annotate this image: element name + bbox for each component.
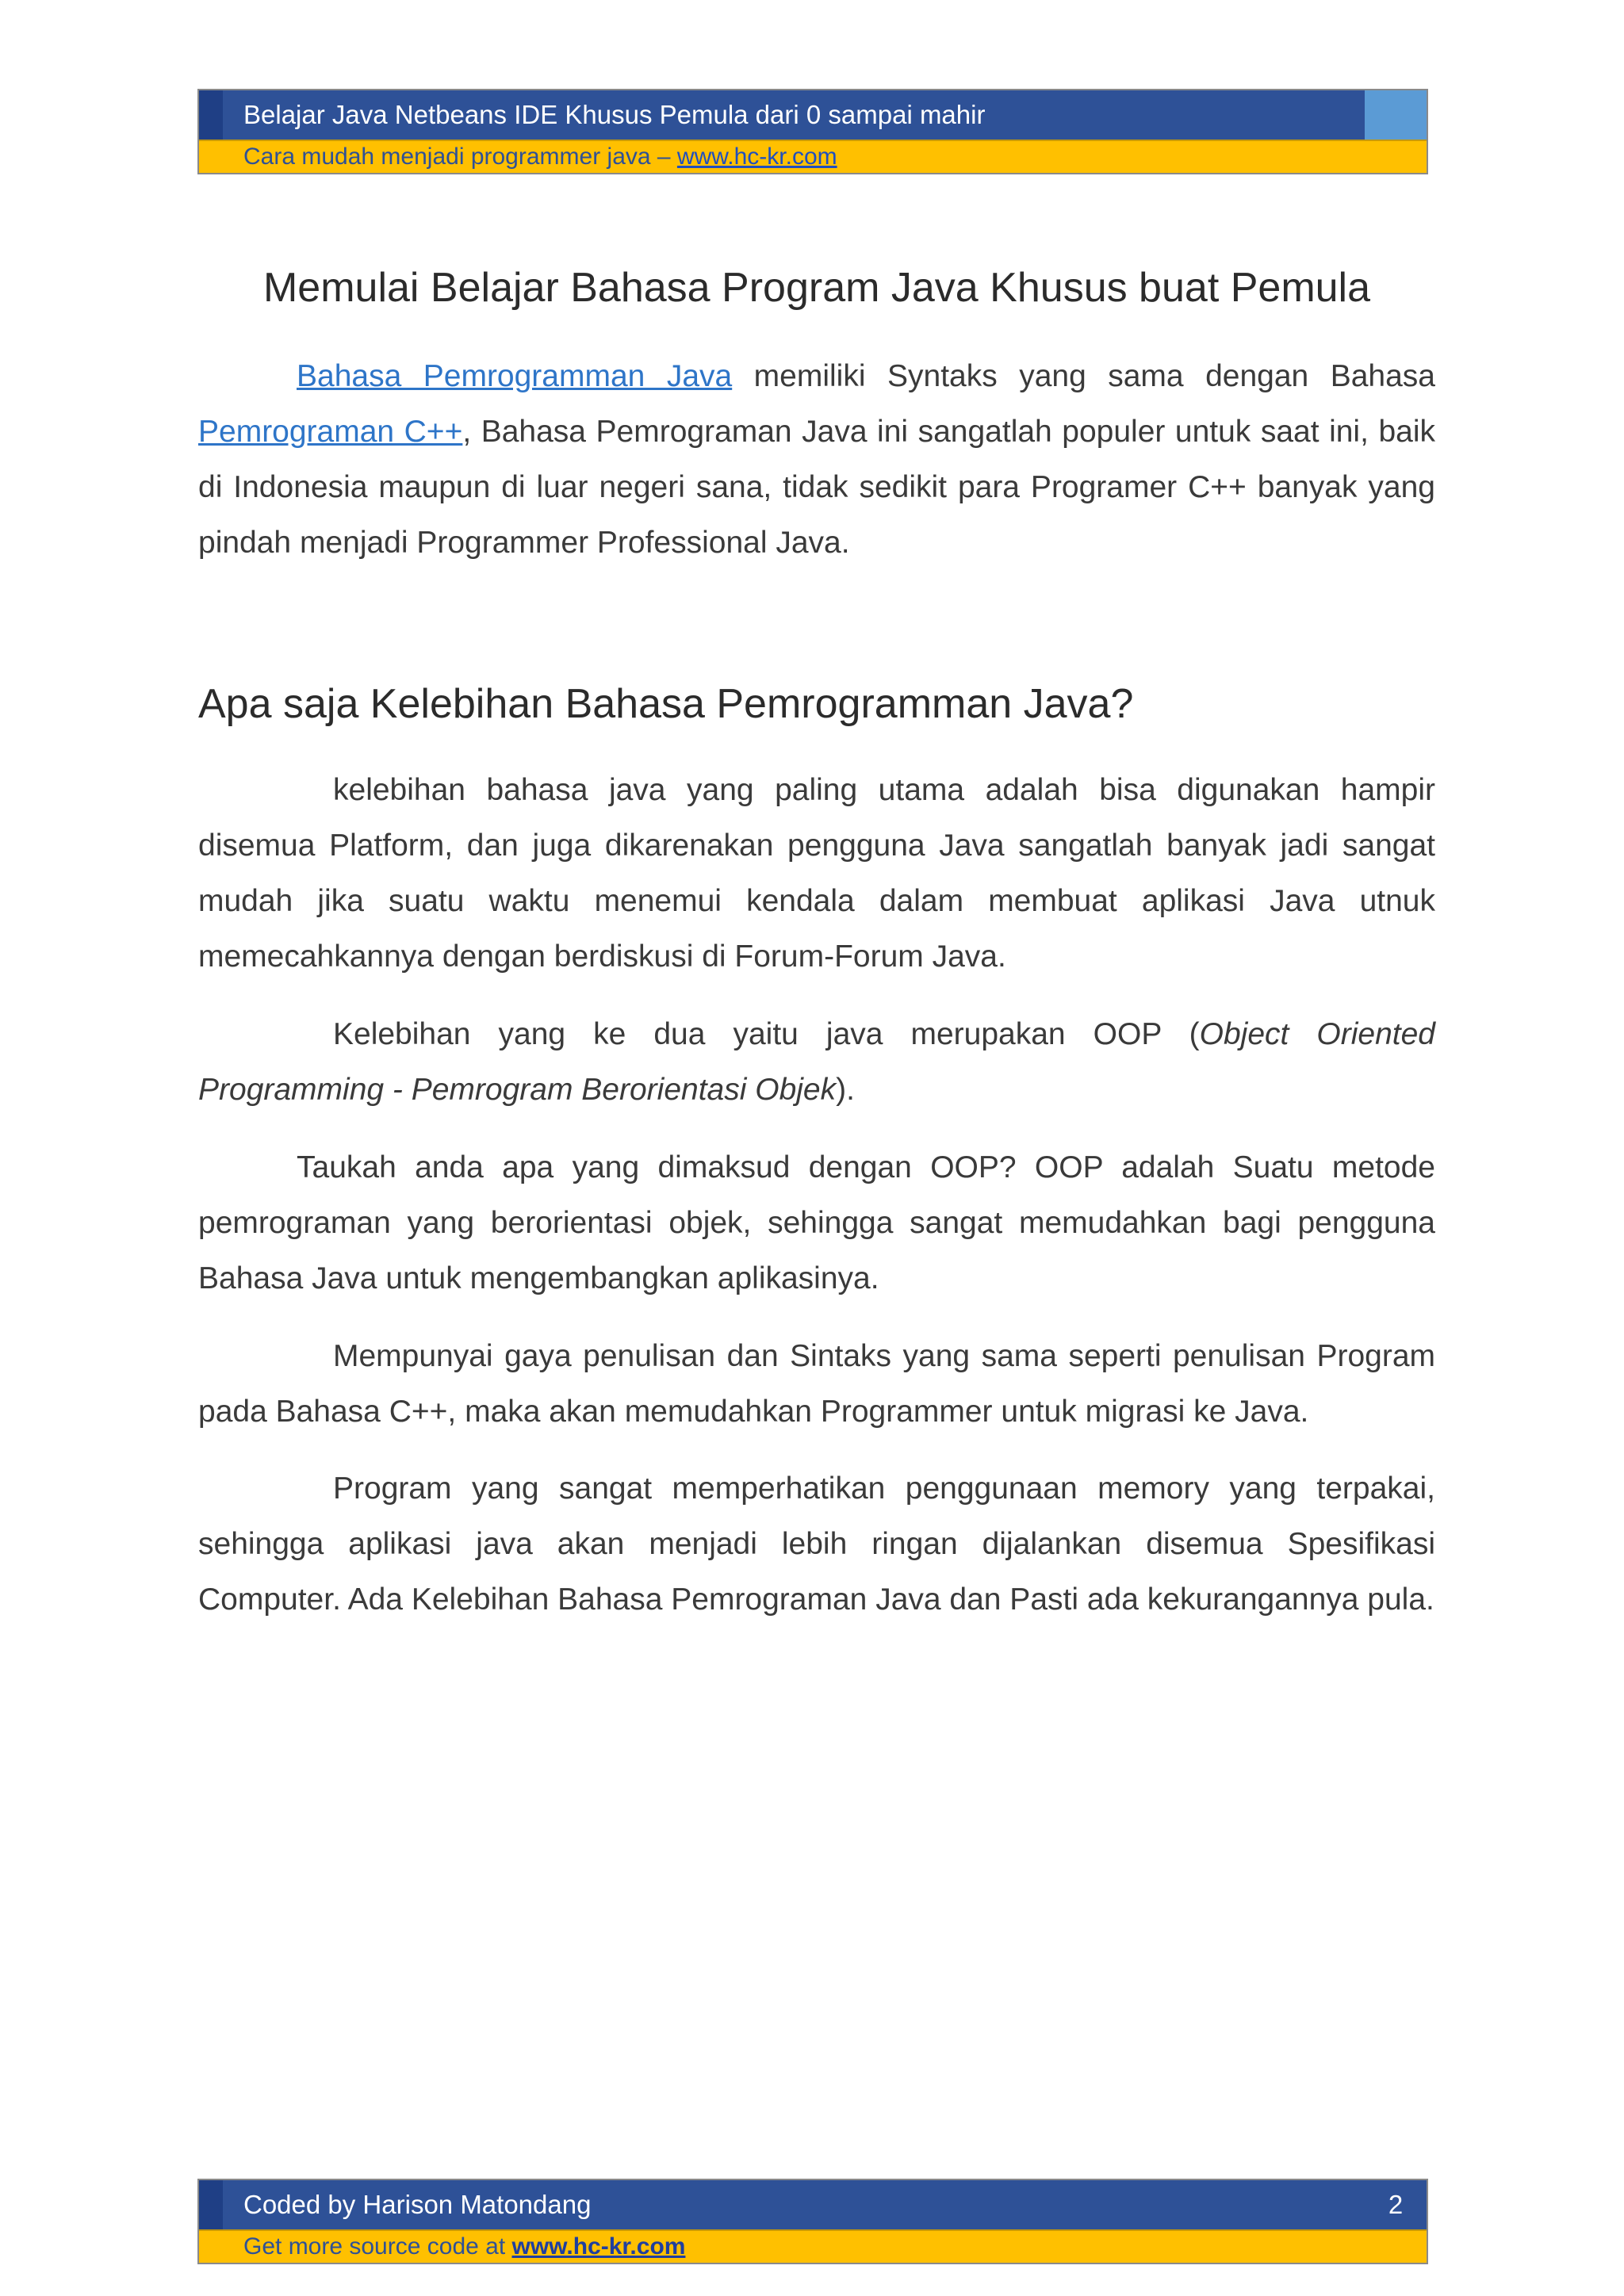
header-subtitle-text: Cara mudah menjadi programmer java – — [243, 144, 677, 170]
section-heading: Apa saja Kelebihan Bahasa Pemrogramman Java? — [198, 681, 1134, 727]
header-stripe — [199, 90, 223, 140]
page-header — [197, 89, 1428, 174]
footer-stripe — [199, 2180, 223, 2229]
document-title: Memulai Belajar Bahasa Program Java Khusus buat Pemula — [262, 265, 1371, 311]
paragraph-1 — [198, 763, 1435, 985]
footer-author: Coded by Harison Matondang — [223, 2180, 1365, 2229]
footer-source — [199, 2229, 1427, 2263]
intro-paragraph — [198, 349, 1435, 571]
paragraph-3 — [198, 1140, 1435, 1307]
cpp-language-link[interactable]: Pemrograman C++ — [198, 415, 463, 449]
paragraph-2-end: ). — [836, 1073, 855, 1107]
header-accent — [1365, 90, 1427, 140]
paragraph-4-text: Mempunyai gaya penulisan dan Sintaks yang sama seperti penulisan Program pada Bahasa C++, maka akan memudahkan Programmer untuk migrasi ke Java. — [198, 1339, 1435, 1429]
page-footer — [197, 2179, 1428, 2264]
footer-website-link[interactable]: www.hc-kr.com — [511, 2233, 686, 2260]
paragraph-1-text: kelebihan bahasa java yang paling utama adalah bisa digunakan hampir disemua Platform, dan juga dikarenakan pengguna Java sangatlah banyak jadi sangat mudah jika suatu waktu menemui kendala dalam membuat aplikasi Java utnuk memecahkannya dengan berdiskusi di Forum-Forum Java. — [198, 773, 1435, 974]
footer-source-text: Get more source code at — [243, 2233, 512, 2260]
paragraph-3-text: Taukah anda apa yang dimaksud dengan OOP? OOP adalah Suatu metode pemrograman yang berorientasi objek, sehingga sangat memudahkan bagi pengguna Bahasa Java untuk mengembangkan aplikasinya. — [198, 1150, 1435, 1295]
header-website-link[interactable]: www.hc-kr.com — [676, 144, 837, 170]
paragraph-5-text: Program yang sangat memperhatikan penggunaan memory yang terpakai, sehingga aplikasi java akan menjadi lebih ringan dijalankan disemua Spesifikasi Computer. Ada Kelebihan Bahasa Pemrograman Java dan Pasti ada kekurangannya pula. — [198, 1471, 1435, 1617]
oop-definition: Object Oriented Programming - Pemrogram Berorientasi Objek — [198, 1017, 1435, 1107]
paragraph-2 — [198, 1007, 1435, 1118]
header-subtitle — [199, 140, 1427, 173]
paragraph-5 — [198, 1461, 1435, 1628]
paragraph-2-text: Kelebihan yang ke dua yaitu java merupakan OOP ( — [333, 1017, 1200, 1051]
page-number: 2 — [1365, 2180, 1427, 2229]
intro-text-1: memiliki Syntaks yang sama dengan Bahasa — [732, 359, 1435, 393]
java-language-link[interactable]: Bahasa Pemrogramman Java — [297, 359, 733, 393]
paragraph-4 — [198, 1329, 1435, 1440]
intro-text-2: , Bahasa Pemrograman Java ini sangatlah populer untuk saat ini, baik di Indonesia maupun di luar negeri sana, tidak sedikit para Programer C++ banyak yang pindah menjadi Programmer Professional Java. — [198, 415, 1436, 560]
header-title: Belajar Java Netbeans IDE Khusus Pemula dari 0 sampai mahir — [223, 90, 1365, 140]
